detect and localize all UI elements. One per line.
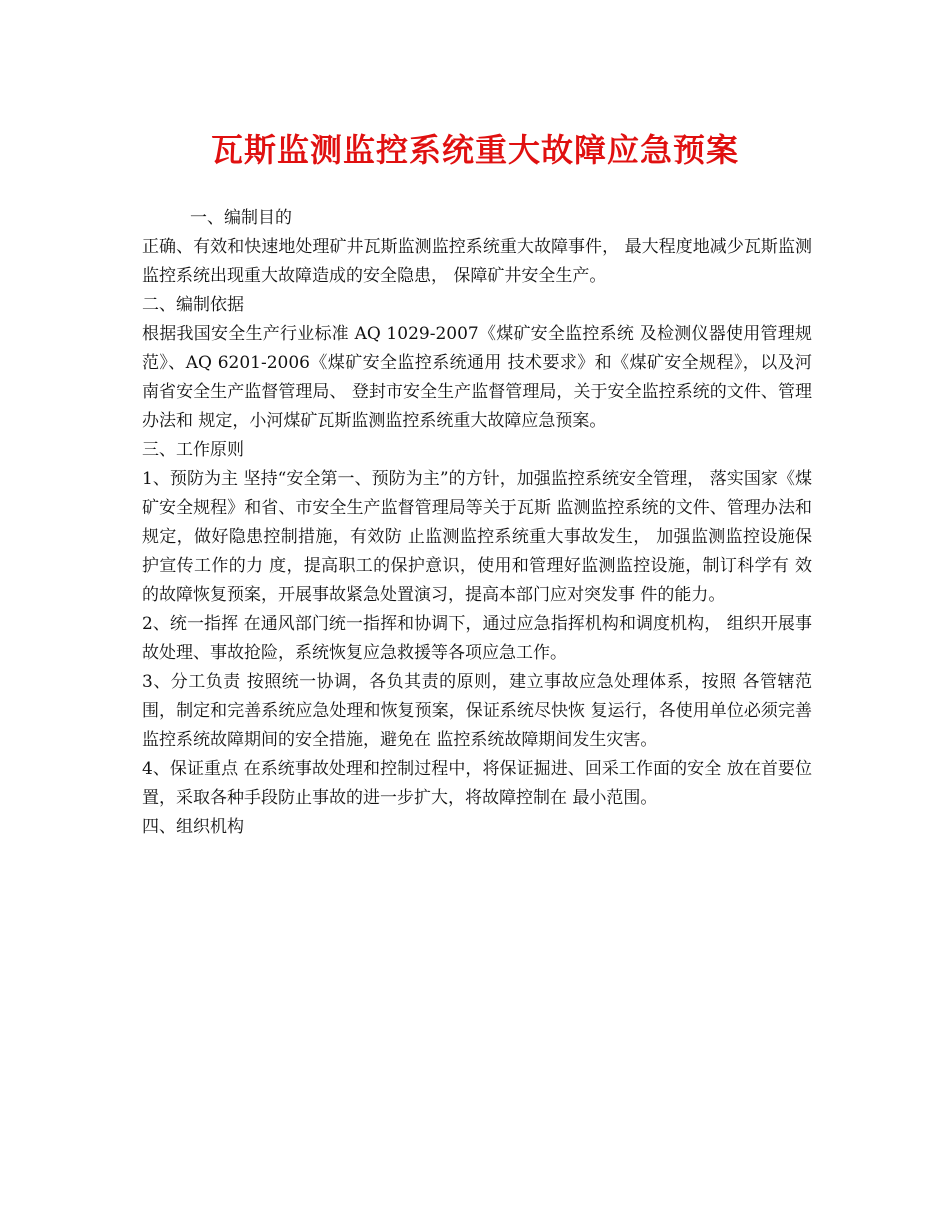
principle-division-paragraph: 3、分工负责 按照统一协调，各负其责的原则，建立事故应急处理体系，按照 各管辖范围，制定和完善系统应急处理和恢复预案，保证系统尽快恢 复运行，各使用单位必须完善监控系统故障期间的安全措施，避免在 监控系统故障期间发生灾害。 xyxy=(142,672,812,750)
section-heading-organization: 四、组织机构 xyxy=(142,817,244,837)
section-paragraph: 根据我国安全生产行业标准 AQ 1029-2007《煤矿安全监控系统 及检测仪器使用管理规范》、AQ 6201-2006《煤矿安全监控系统通用 技术要求》和《煤矿安全规程》，以及河南省安全生产监督管理局、 登封市安全生产监督管理局，关于安全监控系统的文件、管理办法和 规定，小河煤矿瓦斯监测监控系统重大故障应急预案。 xyxy=(142,324,812,431)
principle-priority-paragraph: 4、保证重点 在系统事故处理和控制过程中，将保证掘进、回采工作面的安全 放在首要位置，采取各种手段防止事故的进一步扩大，将故障控制在 最小范围。 xyxy=(142,759,812,808)
section-heading-principles: 三、工作原则 xyxy=(142,440,244,460)
section-paragraph: 正确、有效和快速地处理矿井瓦斯监测监控系统重大故障事件， 最大程度地减少瓦斯监测监控系统出现重大故障造成的安全隐患， 保障矿井安全生产。 xyxy=(142,237,812,286)
document-body xyxy=(142,204,812,842)
document-title: 瓦斯监测监控系统重大故障应急预案 xyxy=(210,131,739,169)
section-heading-basis: 二、编制依据 xyxy=(142,295,244,315)
principle-command-paragraph: 2、统一指挥 在通风部门统一指挥和协调下，通过应急指挥机构和调度机构， 组织开展事故处理、事故抢险，系统恢复应急救援等各项应急工作。 xyxy=(142,614,812,663)
section-heading-purpose: 一、编制目的 xyxy=(190,208,292,228)
principle-prevention-paragraph: 1、预防为主 坚持“安全第一、预防为主”的方针，加强监控系统安全管理， 落实国家《煤矿安全规程》和省、市安全生产监督管理局等关于瓦斯 监测监控系统的文件、管理办法和规定，做好隐患控制措施，有效防 止监测监控系统重大事故发生， 加强监测监控设施保护宣传工作的力 度，提高职工的保护意识，使用和管理好监测监控设施，制订科学有 效的故障恢复预案，开展事故紧急处置演习，提高本部门应对突发事 件的能力。 xyxy=(142,469,812,605)
